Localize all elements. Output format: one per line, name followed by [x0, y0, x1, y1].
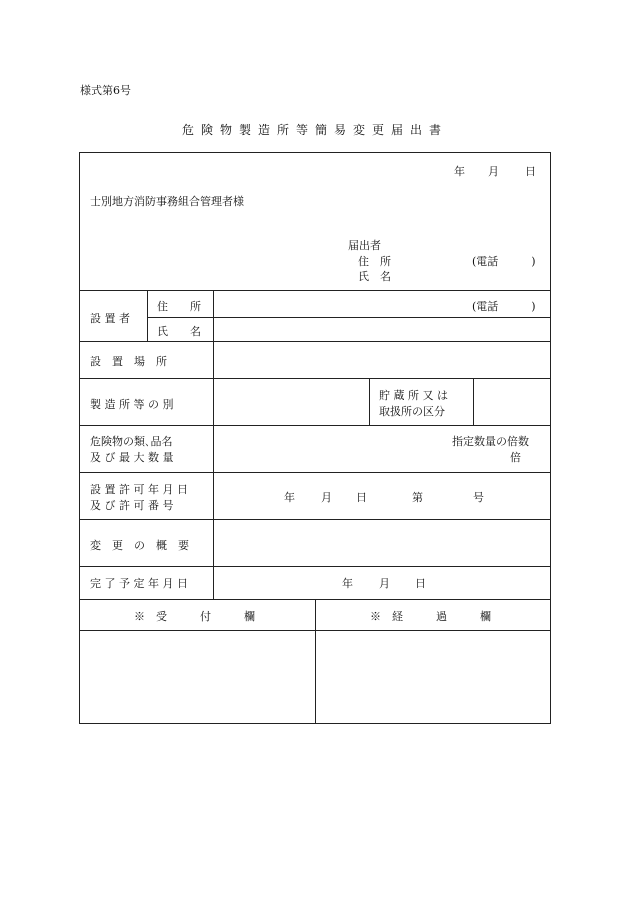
divider	[147, 290, 148, 341]
completion-day: 日	[415, 577, 426, 590]
divider	[80, 472, 550, 473]
multiple-label: 指定数量の倍数	[452, 435, 529, 448]
facility-type-label: 製 造 所 等 の 別	[90, 398, 174, 411]
notifier-address-label: 住 所	[358, 255, 391, 268]
permit-month: 月	[321, 491, 332, 504]
date-month: 月	[488, 165, 499, 178]
progress-column-label: ※ 経 過 欄	[370, 610, 491, 623]
completion-date-label: 完 了 予 定 年 月 日	[90, 577, 188, 590]
divider	[80, 425, 550, 426]
divider	[80, 566, 550, 567]
addressee: 士別地方消防事務組合管理者様	[90, 195, 244, 208]
permit-no-prefix: 第	[412, 491, 423, 504]
form-number: 様式第6号	[80, 84, 131, 97]
completion-year: 年	[342, 577, 353, 590]
hazmat-label-line1: 危険物の類､品名	[90, 435, 173, 448]
divider	[147, 317, 550, 318]
permit-day: 日	[356, 491, 367, 504]
date-day: 日	[525, 165, 536, 178]
reception-column-label: ※ 受 付 欄	[134, 610, 255, 623]
date-year: 年	[454, 165, 465, 178]
divider	[315, 599, 316, 723]
completion-month: 月	[379, 577, 390, 590]
permit-year: 年	[284, 491, 295, 504]
divider	[80, 519, 550, 520]
installer-address-label: 住 所	[157, 300, 201, 313]
permit-label-line2: 及 び 許 可 番 号	[90, 499, 174, 512]
form-title: 危険物製造所等簡易変更届出書	[181, 123, 448, 137]
installer-name-label: 氏 名	[157, 325, 201, 338]
divider	[80, 378, 550, 379]
divider	[80, 290, 550, 291]
form-table	[79, 152, 551, 724]
installer-phone-label: (電話 )	[472, 300, 536, 313]
notifier-name-label: 氏 名	[358, 270, 391, 283]
notifier-phone-label: (電話 )	[472, 255, 536, 268]
change-summary-label: 変 更 の 概 要	[90, 539, 189, 552]
divider	[213, 290, 214, 599]
installer-label: 設 置 者	[90, 312, 130, 325]
divider	[473, 378, 474, 425]
hazmat-label-line2: 及 び 最 大 数 量	[90, 451, 174, 464]
divider	[369, 378, 370, 425]
permit-no-suffix: 号	[473, 491, 484, 504]
storage-type-label-line1: 貯 蔵 所 又 は	[379, 389, 448, 402]
location-label: 設 置 場 所	[90, 355, 167, 368]
divider	[80, 341, 550, 342]
notifier-label: 届出者	[348, 239, 381, 252]
permit-label-line1: 設 置 許 可 年 月 日	[90, 483, 188, 496]
storage-type-label-line2: 取扱所の区分	[379, 405, 445, 418]
multiple-unit: 倍	[510, 451, 521, 464]
